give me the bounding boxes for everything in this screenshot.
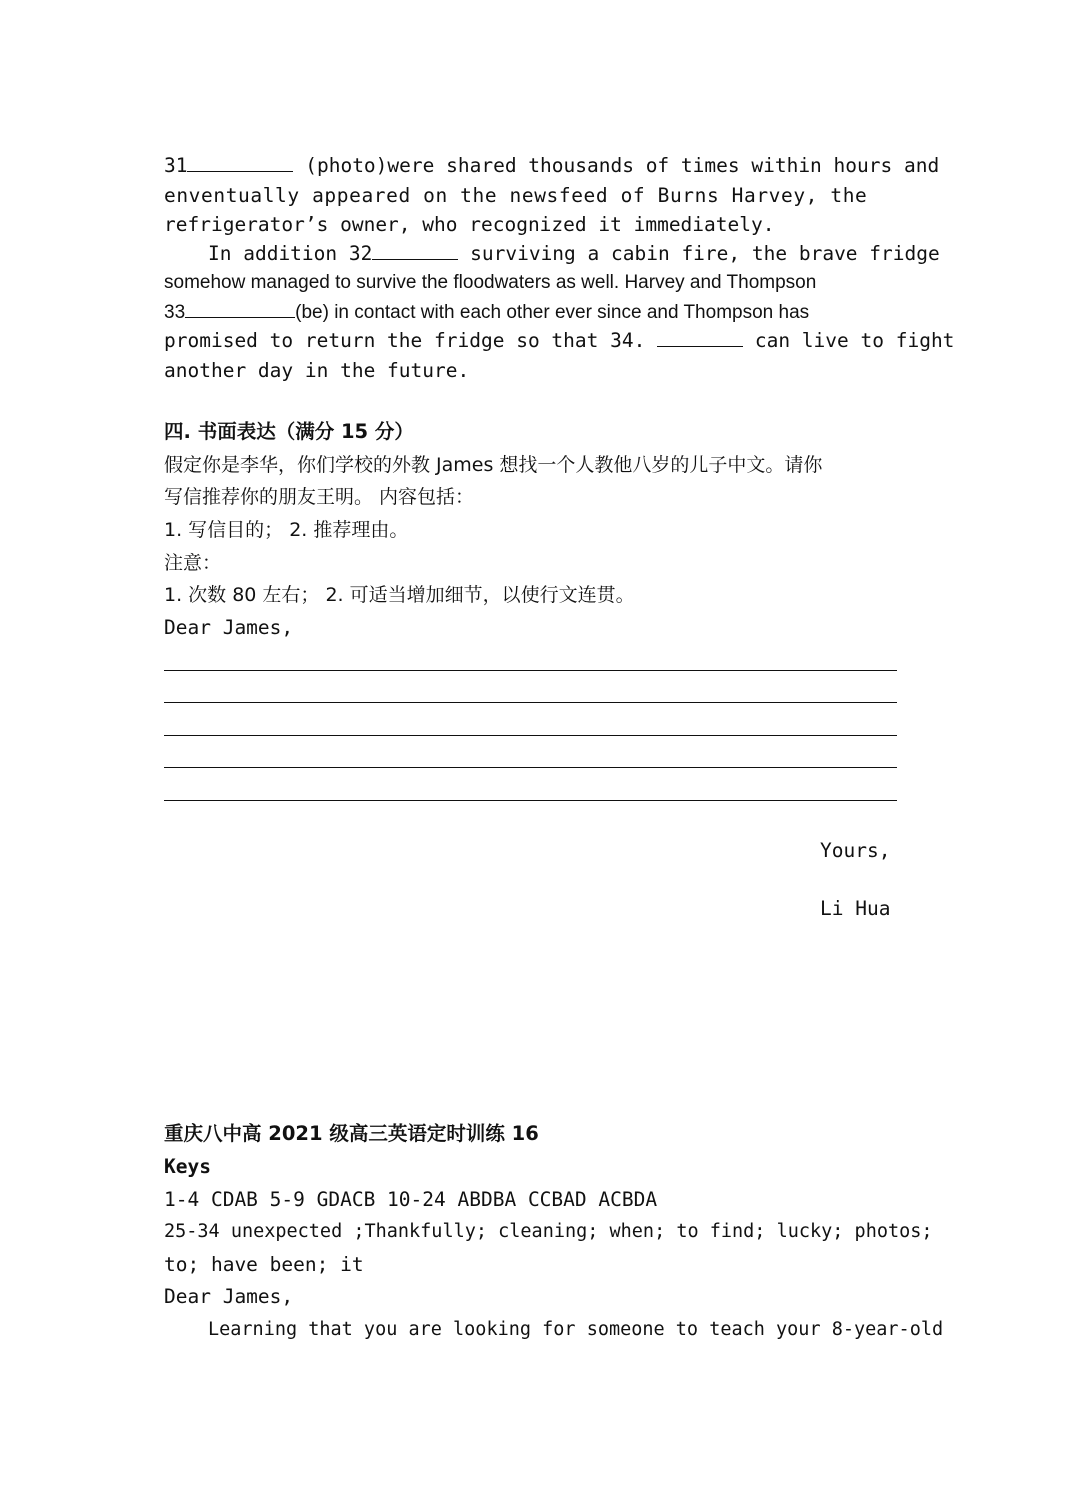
content-points: 1. 写信目的； 2. 推荐理由。 (164, 519, 409, 541)
passage-text: surviving a cabin fire, the brave fridge (470, 242, 940, 265)
signature: Li Hua (820, 897, 891, 920)
passage-text: somehow managed to survive the floodwaters as well. Harvey and Thompson (164, 272, 817, 293)
passage-text: enventually appeared on the newsfeed of Burns Harvey, the (164, 184, 868, 207)
writing-line (164, 702, 897, 703)
passage-line (164, 239, 940, 268)
essay-line (164, 1315, 944, 1344)
keys-title: 重庆八中高 2021 级高三英语定时训练 16 (164, 1122, 539, 1145)
note-label: 注意： (164, 552, 222, 574)
keys-answers: 25-34 unexpected ;Thankfully; cleaning; when; to find; lucky; photos; (164, 1221, 933, 1242)
notes: 1. 次数 80 左右； 2. 可适当增加细节，以使行文连贯。 (164, 584, 635, 606)
prompt-line: 写信推荐你的朋友王明。 内容包括： (164, 486, 475, 508)
closing: Yours, (820, 839, 891, 862)
keys-salutation: Dear James, (164, 1285, 294, 1308)
writing-line (164, 670, 897, 671)
passage-line (164, 181, 906, 210)
keys-answers: 1-4 CDAB 5-9 GDACB 10-24 ABDBA CCBAD ACBDA (164, 1188, 658, 1211)
passage-line (164, 268, 906, 297)
passage-text: (photo)were shared thousands of times within hours and (305, 154, 940, 177)
section-heading: 四. 书面表达（满分 15 分） (164, 420, 414, 443)
passage-text: can live to fight (754, 329, 955, 352)
passage-text: promised to return the fridge so that 34. (164, 329, 646, 352)
passage-line (164, 356, 906, 385)
writing-line (164, 800, 897, 801)
keys-label: Keys (164, 1155, 211, 1178)
passage-line (164, 210, 906, 239)
answer-blank (185, 297, 295, 318)
answer-blank (372, 239, 458, 260)
writing-line (164, 767, 897, 768)
passage-line (164, 297, 906, 327)
passage-text: refrigerator’s owner, who recognized it immediately. (164, 213, 775, 236)
answer-blank (657, 326, 743, 347)
prompt-line: 假定你是李华，你们学校的外教 James 想找一个人教他八岁的儿子中文。请你 (164, 454, 823, 476)
answer-blank (187, 151, 293, 172)
writing-line (164, 735, 897, 736)
passage-line (164, 326, 955, 355)
salutation: Dear James, (164, 616, 294, 639)
passage-line (164, 151, 940, 180)
essay-text: Learning that you are looking for someone to teach your 8-year-old (208, 1319, 944, 1340)
passage-text: another day in the future. (164, 359, 470, 382)
passage-text: (be) in contact with each other ever since and Thompson has (295, 302, 810, 323)
keys-answers: to; have been; it (164, 1253, 364, 1276)
blank-number: 33 (164, 302, 186, 323)
passage-text: In addition 32 (208, 242, 373, 265)
blank-number: 31 (164, 154, 188, 177)
